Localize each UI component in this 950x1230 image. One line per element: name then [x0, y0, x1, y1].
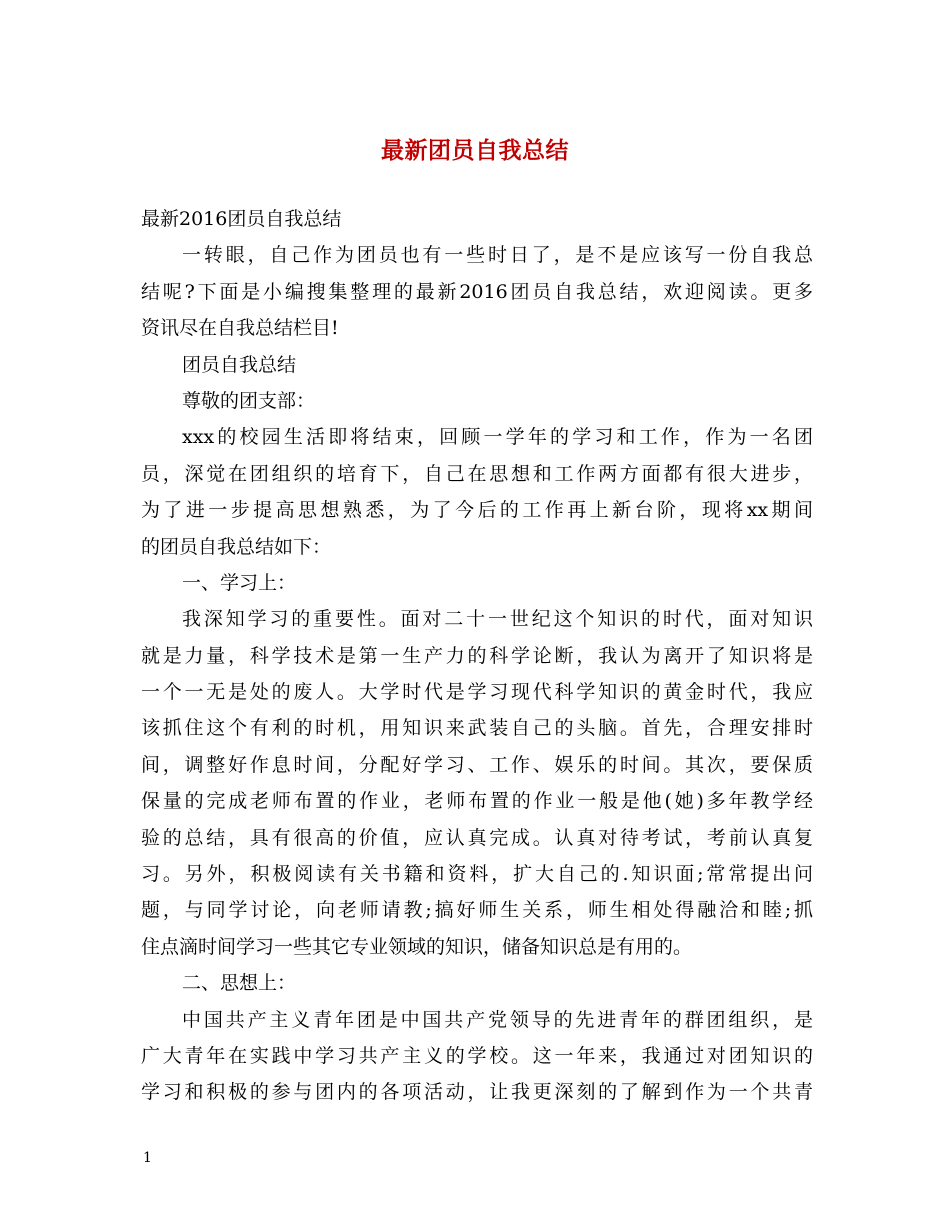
section-heading: 二、思想上：: [182, 972, 297, 995]
document-title: 最新团员自我总结: [381, 137, 569, 164]
paragraph-line: 验的总结，具有很高的价值，应认真完成。认真对待考试，考前认真复: [141, 826, 813, 849]
paragraph-line: 我深知学习的重要性。面对二十一世纪这个知识的时代，面对知识: [182, 608, 813, 631]
paragraph-line: 题，与同学讨论，向老师请教;搞好师生关系，师生相处得融洽和睦;抓: [141, 899, 813, 922]
salutation-line: 尊敬的团支部：: [182, 389, 316, 412]
paragraph-line: 中国共产主义青年团是中国共产党领导的先进青年的群团组织，是: [182, 1008, 813, 1031]
paragraph-line: xxx的校园生活即将结束，回顾一学年的学习和工作，作为一名团: [182, 426, 813, 449]
paragraph-line: 资讯尽在自我总结栏目!: [141, 317, 339, 340]
paragraph-line: 一个一无是处的废人。大学时代是学习现代科学知识的黄金时代，我应: [141, 681, 813, 704]
paragraph-line: 结呢?下面是小编搜集整理的最新2016团员自我总结，欢迎阅读。更多: [141, 280, 813, 303]
page-number: 1: [143, 1150, 152, 1166]
document-body: [141, 201, 813, 1111]
paragraph-line: 该抓住这个有利的时机，用知识来武装自己的头脑。首先，合理安排时: [141, 717, 813, 740]
paragraph-line: 间，调整好作息时间，分配好学习、工作、娱乐的时间。其次，要保质: [141, 753, 813, 776]
paragraph-line: 习。另外，积极阅读有关书籍和资料，扩大自己的.知识面;常常提出问: [141, 863, 813, 886]
subtitle-line: 最新2016团员自我总结: [141, 208, 342, 230]
section-heading: 团员自我总结: [182, 353, 297, 376]
paragraph-line: 员，深觉在团组织的培育下，自己在思想和工作两方面都有很大进步，: [141, 462, 813, 485]
paragraph-line: 一转眼，自己作为团员也有一些时日了，是不是应该写一份自我总: [182, 244, 813, 267]
paragraph-line: 就是力量，科学技术是第一生产力的科学论断，我认为离开了知识将是: [141, 644, 813, 667]
paragraph-line: 学习和积极的参与团内的各项活动，让我更深刻的了解到作为一个共青: [141, 1081, 813, 1104]
paragraph-line: 保量的完成老师布置的作业，老师布置的作业一般是他(她)多年教学经: [141, 790, 813, 813]
section-heading: 一、学习上：: [182, 571, 297, 594]
paragraph-line: 的团员自我总结如下：: [141, 535, 332, 558]
paragraph-line: 广大青年在实践中学习共产主义的学校。这一年来，我通过对团知识的: [141, 1044, 813, 1067]
paragraph-line: 为了进一步提高思想熟悉，为了今后的工作再上新台阶，现将xx期间: [141, 499, 813, 522]
paragraph-line: 住点滴时间学习一些其它专业领域的知识，储备知识总是有用的。: [141, 935, 693, 958]
